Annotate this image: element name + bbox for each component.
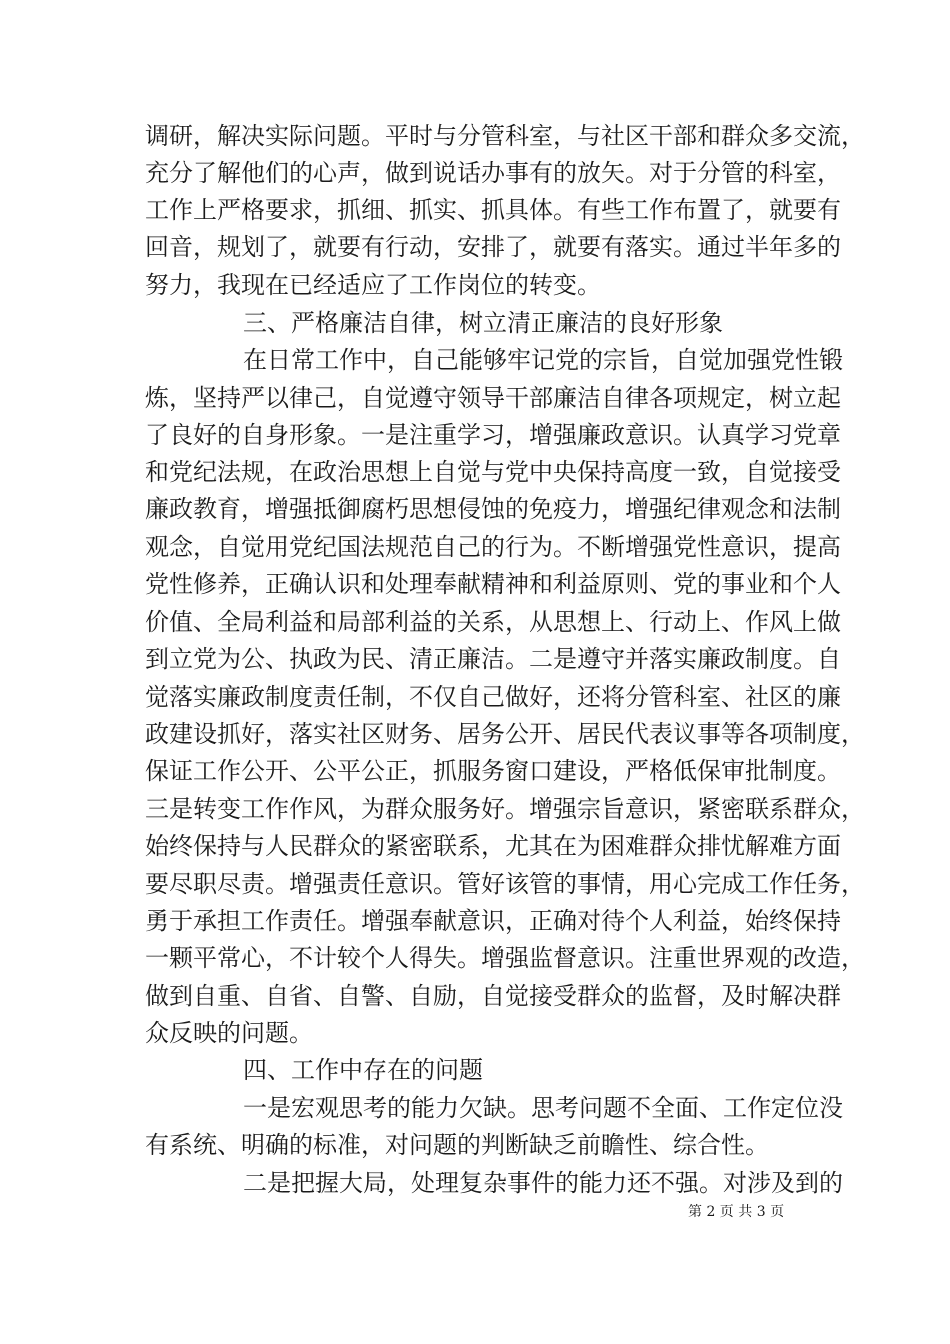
text-line: 二是把握大局，处理复杂事件的能力还不强。对涉及到的	[243, 1169, 843, 1197]
text-line: 做到自重、自省、自警、自励，自觉接受群众的监督，及时解决群	[145, 982, 841, 1010]
text-line: 有系统、明确的标准，对问题的判断缺乏前瞻性、综合性。	[145, 1131, 769, 1159]
text-line: 保证工作公开、公平公正，抓服务窗口建设，严格低保审批制度。	[145, 757, 841, 785]
text-line: 努力，我现在已经适应了工作岗位的转变。	[145, 271, 601, 299]
text-line: 炼，坚持严以律己，自觉遵守领导干部廉洁自律各项规定，树立起	[145, 384, 841, 412]
text-line: 回音，规划了，就要有行动，安排了，就要有落实。通过半年多的	[145, 233, 841, 261]
text-line: 始终保持与人民群众的紧密联系，尤其在为困难群众排忧解难方面	[145, 832, 841, 860]
text-line: 调研，解决实际问题。平时与分管科室，与社区干部和群众多交流，	[145, 122, 865, 150]
text-line: 众反映的问题。	[145, 1019, 313, 1047]
text-line: 党性修养，正确认识和处理奉献精神和利益原则、党的事业和个人	[145, 570, 841, 598]
text-line: 觉落实廉政制度责任制，不仅自己做好，还将分管科室、社区的廉	[145, 683, 841, 711]
section-heading-4: 四、工作中存在的问题	[243, 1056, 483, 1084]
text-line: 价值、全局利益和局部利益的关系，从思想上、行动上、作风上做	[145, 608, 841, 636]
text-line: 一颗平常心，不计较个人得失。增强监督意识。注重世界观的改造，	[145, 944, 865, 972]
text-line: 了良好的自身形象。一是注重学习，增强廉政意识。认真学习党章	[145, 421, 841, 449]
text-line: 一是宏观思考的能力欠缺。思考问题不全面、工作定位没	[243, 1094, 843, 1122]
text-line: 到立党为公、执政为民、清正廉洁。二是遵守并落实廉政制度。自	[145, 645, 841, 673]
text-line: 勇于承担工作责任。增强奉献意识，正确对待个人利益，始终保持	[145, 907, 841, 935]
text-line: 观念，自觉用党纪国法规范自己的行为。不断增强党性意识，提高	[145, 533, 841, 561]
section-heading-3: 三、严格廉洁自律，树立清正廉洁的良好形象	[243, 309, 723, 337]
page-number-footer: 第 2 页 共 3 页	[688, 1204, 785, 1220]
text-line: 政建设抓好，落实社区财务、居务公开、居民代表议事等各项制度，	[145, 720, 865, 748]
text-line: 在日常工作中，自己能够牢记党的宗旨，自觉加强党性锻	[243, 346, 843, 374]
text-line: 充分了解他们的心声，做到说话办事有的放矢。对于分管的科室，	[145, 159, 841, 187]
text-line: 要尽职尽责。增强责任意识。管好该管的事情，用心完成工作任务，	[145, 870, 865, 898]
text-line: 廉政教育，增强抵御腐朽思想侵蚀的免疫力，增强纪律观念和法制	[145, 495, 841, 523]
text-line: 和党纪法规，在政治思想上自觉与党中央保持高度一致，自觉接受	[145, 458, 841, 486]
text-line: 工作上严格要求，抓细、抓实、抓具体。有些工作布置了，就要有	[145, 196, 841, 224]
text-line: 三是转变工作作风，为群众服务好。增强宗旨意识，紧密联系群众，	[145, 795, 865, 823]
